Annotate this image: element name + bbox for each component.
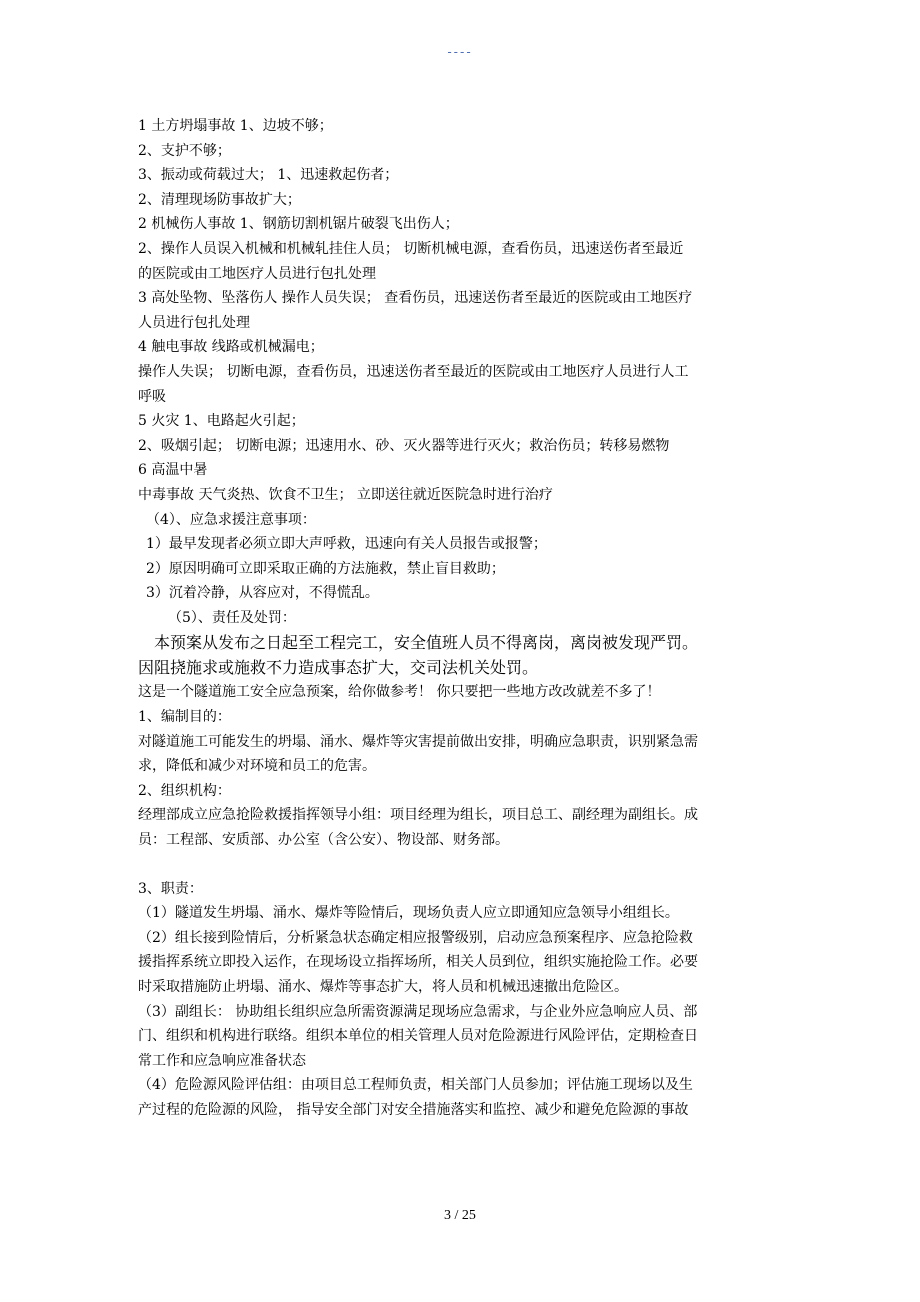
text-line: 1 土方坍塌事故 1、边坡不够； — [138, 118, 333, 134]
text-line: 操作人失误； 切断电源，查看伤员，迅速送伤者至最近的医院或由工地医疗人员进行人工 — [138, 363, 689, 380]
text-line: 求，降低和减少对环境和员工的危害。 — [138, 758, 376, 775]
list-item: 1）最早发现者必须立即大声呼救，迅速向有关人员报告或报警； — [146, 536, 547, 553]
text-line: 中毒事故 天气炎热、饮食不卫生； 立即送往就近医院急时进行治疗 — [138, 486, 553, 503]
text-line: 2、支护不够； — [138, 142, 231, 159]
page-number: 3 / 25 — [444, 1208, 476, 1223]
text-line: 本预案从发布之日起至工程完工，安全值班人员不得离岗，离岗被发现严罚。 — [154, 633, 699, 653]
text-line: 产过程的危险源的风险， 指导安全部门对安全措施落实和监控、减少和避免危险源的事故 — [138, 1101, 689, 1118]
text-line: 时采取措施防止坍塌、涌水、爆炸等事态扩大，将人员和机械迅速撤出危险区。 — [138, 979, 628, 995]
text-line: 这是一个隧道施工安全应急预案，给你做参考！ 你只要把一些地方改改就差不多了！ — [138, 684, 661, 701]
section-heading: （5）、责任及处罚： — [168, 609, 296, 626]
text-line: 门、组织和机构进行联络。组织本单位的相关管理人员对危险源进行风险评估，定期检查日 — [138, 1028, 698, 1045]
list-item: （3）副组长： 协助组长组织应急所需资源满足现场应急需求，与企业外应急响应人员、部 — [138, 1003, 698, 1020]
text-line: 常工作和应急响应准备状态 — [138, 1052, 306, 1069]
text-line: 2、清理现场防事故扩大； — [138, 191, 301, 208]
blank-line — [138, 853, 788, 877]
text-line: 对隧道施工可能发生的坍塌、涌水、爆炸等灾害提前做出安排，明确应急职责，识别紧急需 — [138, 733, 698, 750]
list-item: （2）组长接到险情后，分析紧急状态确定相应报警级别，启动应急预案程序、应急抢险救 — [138, 929, 693, 946]
document-body — [138, 114, 788, 1123]
list-item: （1）隧道发生坍塌、涌水、爆炸等险情后，现场负责人应立即通知应急领导小组组长。 — [138, 905, 679, 922]
text-line: 3、振动或荷载过大； 1、迅速救起伤者； — [138, 167, 399, 184]
section-heading: （4）、应急求援注意事项： — [146, 511, 316, 528]
section-heading: 2、组织机构： — [138, 782, 231, 799]
text-line: 人员进行包扎处理 — [138, 314, 250, 331]
header-mark: ---- — [447, 44, 473, 59]
list-item: 2）原因明确可立即采取正确的方法施救，禁止盲目救助； — [146, 560, 505, 577]
section-heading: 3、职责： — [138, 880, 203, 897]
text-line: 2、操作人员误入机械和机械轧挂住人员； 切断机械电源，查看伤员，迅速送伤者至最近 — [138, 240, 684, 257]
text-line: 2 机械伤人事故 1、钢筋切割机锯片破裂飞出伤人； — [138, 216, 459, 233]
list-item: （4）危险源风险评估组：由项目总工程师负责，相关部门人员参加；评估施工现场以及生 — [138, 1077, 693, 1094]
text-line: 因阻挠施求或施救不力造成事态扩大，交司法机关处罚。 — [138, 658, 539, 678]
text-line: 援指挥系统立即投入运作，在现场设立指挥场所，相关人员到位，组织实施抢险工作。必要 — [138, 954, 698, 971]
text-line: 的医院或由工地医疗人员进行包扎处理 — [138, 265, 376, 282]
text-line: 员：工程部、安质部、办公室（含公安）、物设部、财务部。 — [138, 832, 509, 849]
text-line: 经理部成立应急抢险救援指挥领导小组：项目经理为组长，项目总工、副经理为副组长。成 — [138, 807, 698, 824]
text-line: 2、吸烟引起； 切断电源；迅速用水、砂、灭火器等进行灭火；救治伤员；转移易燃物 — [138, 437, 670, 454]
text-line: 4 触电事故 线路或机械漏电； — [138, 339, 324, 356]
list-item: 3）沉着冷静，从容应对，不得慌乱。 — [146, 585, 379, 602]
text-line: 5 火灾 1、电路起火引起； — [138, 413, 305, 430]
text-line: 3 高处坠物、坠落伤人 操作人员失误； 查看伤员，迅速送伤者至最近的医院或由工地医疗 — [138, 290, 693, 307]
text-line: 6 高温中暑 — [138, 462, 208, 479]
section-heading: 1、编制目的： — [138, 709, 231, 726]
text-line: 呼吸 — [138, 388, 166, 405]
